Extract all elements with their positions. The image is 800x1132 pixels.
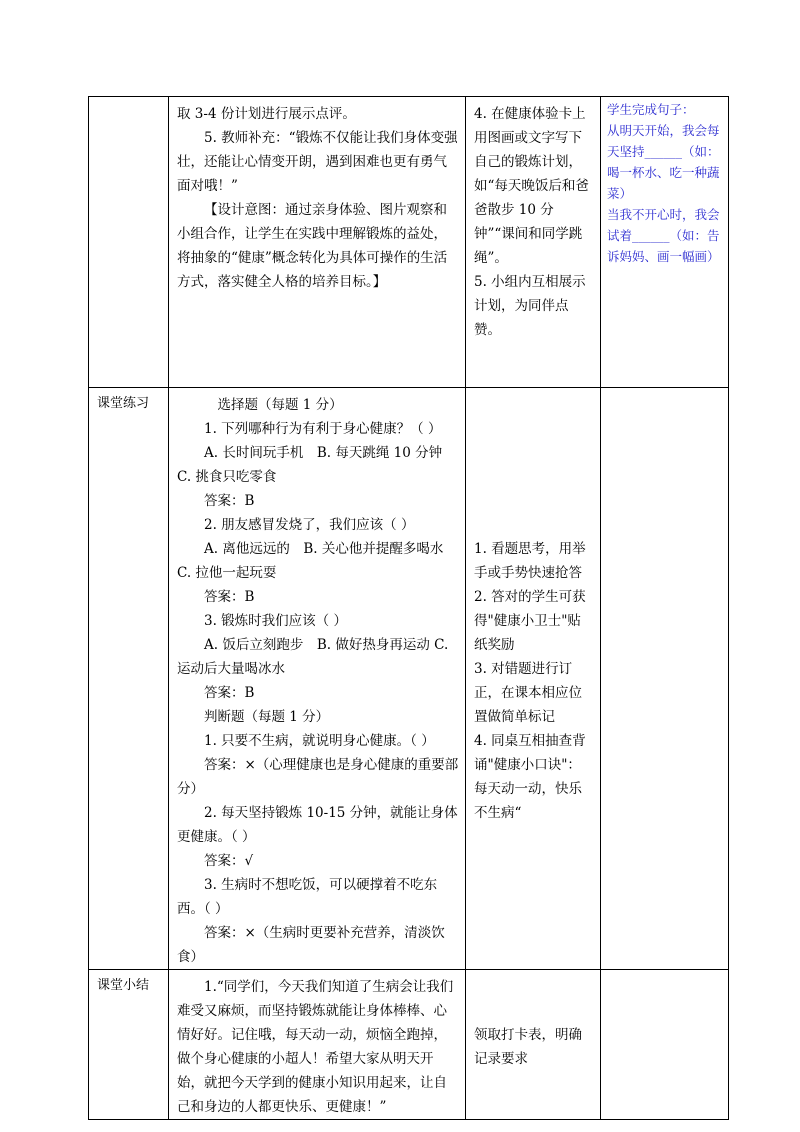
answer: 答案：B bbox=[204, 493, 255, 509]
text-line: 5. 小组内互相展示计划，为同伴点赞。 bbox=[474, 274, 586, 338]
teacher-activity-cell bbox=[169, 970, 466, 1120]
answer: 答案：×（生病时更要补充营养，清淡饮食） bbox=[177, 925, 445, 965]
student-activity-cell bbox=[466, 97, 601, 388]
question: 3. 生病时不想吃饭，可以硬撑着不吃东西。（ ） bbox=[177, 877, 438, 917]
table-row bbox=[89, 388, 729, 970]
text-line: 5. 教师补充：“锻炼不仅能让我们身体变强壮，还能让心情变开朗，遇到困难也更有勇气面对哦！” bbox=[177, 130, 458, 194]
options: A. 离他远远的 B. 关心他并提醒多喝水 C. 拉他一起玩耍 bbox=[177, 541, 444, 581]
options: A. 饭后立刻跑步 B. 做好热身再运动 C. 运动后大量喝冰水 bbox=[177, 637, 449, 677]
teacher-activity-cell bbox=[169, 388, 466, 970]
question: 1. 下列哪种行为有利于身心健康？（ ） bbox=[204, 421, 442, 437]
section-heading: 选择题（每题 1 分） bbox=[217, 397, 343, 413]
section-heading: 判断题（每题 1 分） bbox=[204, 709, 330, 725]
question: 2. 每天坚持锻炼 10-15 分钟，就能让身体更健康。（ ） bbox=[177, 805, 458, 845]
text-line: 领取打卡表，明确记录要求 bbox=[474, 1027, 582, 1067]
summary-text: 1.“同学们，今天我们知道了生病会让我们难受又麻烦，而坚持锻炼就能让身体棒棒、心情好好。记住哦，每天动一动，烦恼全跑掉，做个身心健康的小超人！希望大家从明天开始，就把今天学到的健康小知识用起来，让自己和身边的人都更快乐、更健康！” bbox=[177, 979, 454, 1115]
table-row bbox=[89, 97, 729, 388]
notes-cell bbox=[601, 388, 729, 970]
section-label-cell bbox=[89, 97, 169, 388]
text-line: 1. 看题思考，用举手或手势快速抢答 bbox=[474, 541, 586, 581]
text-line: 取 3-4 份计划进行展示点评。 bbox=[177, 106, 356, 122]
section-label: 课堂小结 bbox=[97, 978, 150, 993]
options: A. 长时间玩手机 B. 每天跳绳 10 分钟 C. 挑食只吃零食 bbox=[177, 445, 443, 485]
answer: 答案：×（心理健康也是身心健康的重要部分） bbox=[177, 757, 459, 797]
table-row bbox=[89, 970, 729, 1120]
note-line: 当我不开心时，我会试着______（如：告诉妈妈、画一幅画） bbox=[607, 207, 720, 264]
notes-cell bbox=[601, 97, 729, 388]
answer: 答案：√ bbox=[204, 853, 254, 869]
student-activity-cell bbox=[466, 388, 601, 970]
section-label-cell bbox=[89, 388, 169, 970]
text-line: 4. 在健康体验卡上用图画或文字写下自己的锻炼计划，如“每天晚饭后和爸爸散步 10 分钟”“课间和同学跳绳”。 bbox=[474, 106, 589, 266]
question: 1. 只要不生病，就说明身心健康。（ ） bbox=[204, 733, 435, 749]
question: 2. 朋友感冒发烧了，我们应该（ ） bbox=[204, 517, 415, 533]
text-line: 2. 答对的学生可获得"健康小卫士"贴纸奖励 bbox=[474, 589, 586, 653]
teacher-activity-cell bbox=[169, 97, 466, 388]
lesson-plan-table bbox=[88, 96, 729, 1120]
text-line: 4. 同桌互相抽查背诵"健康小口诀"：每天动一动，快乐不生病“ bbox=[474, 733, 586, 821]
answer: 答案：B bbox=[204, 685, 255, 701]
notes-cell bbox=[601, 970, 729, 1120]
note-line: 学生完成句子： bbox=[607, 102, 695, 117]
text-line: 3. 对错题进行订正，在课本相应位置做简单标记 bbox=[474, 661, 582, 725]
section-label: 课堂练习 bbox=[97, 396, 150, 411]
answer: 答案：B bbox=[204, 589, 255, 605]
question: 3. 锻炼时我们应该（ ） bbox=[204, 613, 347, 629]
design-intent-text: 【设计意图：通过亲身体验、图片观察和小组合作，让学生在实践中理解锻炼的益处，将抽象的“健康”概念转化为具体可操作的生活方式，落实健全人格的培养目标。】 bbox=[177, 202, 448, 290]
student-activity-cell bbox=[466, 970, 601, 1120]
note-line: 从明天开始，我会每天坚持______（如：喝一杯水、吃一种蔬菜） bbox=[607, 123, 720, 201]
section-label-cell bbox=[89, 970, 169, 1120]
